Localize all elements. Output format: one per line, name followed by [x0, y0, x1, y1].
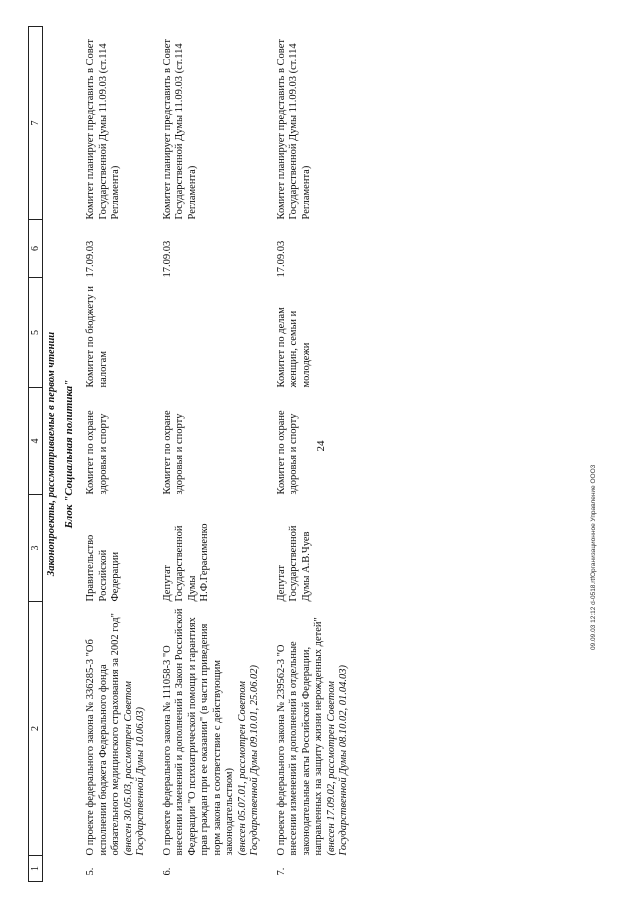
co-committee: Комитет по делам женщин, семьи и молодежи: [275, 307, 312, 388]
responsible-committee: Комитет по охране здоровья и спорту: [275, 410, 299, 495]
responsible-committee: Комитет по охране здоровья и спорту: [85, 410, 109, 495]
section-title: Законопроекты, рассматриваемые в первом чтении: [46, 331, 57, 577]
bill-description: [276, 602, 365, 856]
decision: Комитет планирует представить в Совет Государственной Думы 11.09.03 (ст.114 Регламента): [161, 39, 198, 220]
bill-title: О проекте федерального закона № 239562-3 "О внесении изменений и дополнений в отдельные законодательные акты Российской Федерации, направленных на защиту жизни нерожденных детей": [275, 617, 324, 856]
bill-note: (внесен 17.09.02, рассмотрен Советом Государственной Думы 08.10.02, 01.04.03): [325, 665, 349, 856]
column-number: 2: [29, 602, 43, 856]
initiator: Депутат Государственной Думы Н.Ф.Герасименко: [161, 523, 210, 602]
page-number: 24: [315, 440, 327, 452]
row-number: 5.: [85, 867, 96, 876]
co-committee: Комитет по бюджету и налогам: [85, 286, 109, 388]
review-date: 17.09.03: [85, 240, 96, 278]
column-number: 7: [29, 27, 43, 220]
column-number-row: [29, 27, 43, 882]
column-number: 4: [29, 388, 43, 495]
initiator: Депутат Государственной Думы А.В.Чуев: [275, 525, 312, 602]
bill-title: О проекте федерального закона № 336285-3 "Об исполнении бюджета Федерального фонда обязательного медицинского страхования за 2002 год": [85, 613, 121, 856]
block-title: Блок "Социальная политика": [63, 379, 75, 529]
section-heading-row: [43, 27, 58, 882]
document-sheet: [28, 27, 468, 882]
bill-note: (внесен 30.05.03, рассмотрен Советом Государственной Думы 10.06.03): [122, 681, 146, 856]
column-number: 5: [29, 278, 43, 388]
responsible-committee: Комитет по охране здоровья и спорту: [161, 410, 185, 495]
row-number: 6.: [161, 867, 173, 876]
bill-title: О проекте федерального закона № 111058-3 "О внесении изменений и дополнений в Закон Российской Федерации "О психиатрической помощи и гарантиях прав граждан при ее оказании" (в части приведения норм закона в соответствие с действующим законодательством): [161, 608, 235, 856]
column-number: 1: [29, 856, 43, 882]
block-heading-row: [57, 27, 85, 882]
decision: Комитет планирует представить в Совет Государственной Думы 11.09.03 (ст.114 Регламента): [85, 39, 121, 220]
table-row: [162, 27, 276, 882]
decision: Комитет планирует представить в Совет Государственной Думы 11.09.03 (ст.114 Регламента): [275, 39, 312, 220]
footer-text: 09.09.03 12:12 d-0518.rtfОрганизационное Управление ООО3: [590, 464, 597, 650]
table-row: [85, 27, 162, 882]
bill-description: [162, 602, 276, 856]
table-row: [276, 27, 365, 882]
column-number: 6: [29, 220, 43, 278]
bill-note: (внесен 05.07.01, рассмотрен Советом Государственной Думы 09.10.01, 25.06.02): [236, 665, 260, 856]
column-number: 3: [29, 495, 43, 602]
co-committee: [162, 278, 276, 388]
review-date: 17.09.03: [275, 240, 287, 278]
review-date: 17.09.03: [161, 240, 173, 278]
initiator: Правительство Российской Федерации: [85, 534, 121, 602]
bills-table: [28, 26, 365, 882]
row-number: 7.: [275, 867, 287, 876]
bill-description: [85, 602, 162, 856]
